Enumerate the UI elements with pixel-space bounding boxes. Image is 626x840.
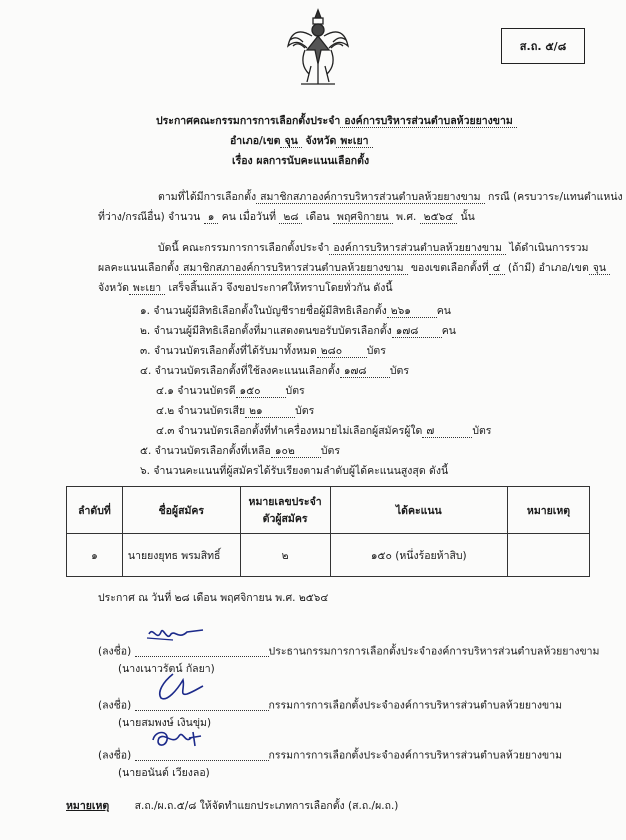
item-unit: คน bbox=[436, 305, 451, 317]
para2-zone: ๔ bbox=[489, 263, 505, 275]
sign-label: (ลงชื่อ) bbox=[98, 645, 132, 658]
item-label: ๑. จำนวนผู้มีสิทธิเลือกตั้งในบัญชีรายชื่อผู้มีสิทธิเลือกตั้ง bbox=[140, 305, 387, 317]
form-code-box bbox=[501, 28, 585, 64]
para2-line-2 bbox=[98, 263, 610, 275]
para2-position: สมาชิกสภาองค์การบริหารส่วนตำบลห้วยยางขาม bbox=[179, 263, 408, 275]
header-prefix: ประกาศคณะกรรมการการเลือกตั้งประจำ bbox=[156, 115, 341, 127]
cell-score: ๑๕๐ (หนึ่งร้อยห้าสิบ) bbox=[330, 534, 508, 577]
item-row-1 bbox=[140, 306, 451, 318]
sign-role: ประธานกรรมการการเลือกตั้งประจำองค์การบริหารส่วนตำบลห้วยยางขาม bbox=[268, 645, 600, 658]
cell-order: ๑ bbox=[67, 534, 123, 577]
col-header-remark: หมายเหตุ bbox=[508, 487, 590, 534]
item-unit: บัตร bbox=[295, 405, 315, 417]
subject-text: ผลการนับคะแนนเลือกตั้ง bbox=[256, 155, 370, 167]
para1-count: ๑ bbox=[204, 212, 219, 224]
handwritten-signature-icon bbox=[143, 620, 207, 650]
para2-province-label: จังหวัด bbox=[98, 282, 129, 294]
table-row bbox=[67, 534, 590, 577]
header-province-label: จังหวัด bbox=[305, 135, 337, 147]
item-row-4-1 bbox=[156, 386, 305, 398]
item-row-4 bbox=[140, 366, 409, 378]
para2-line-1 bbox=[158, 243, 588, 255]
item-row-5 bbox=[140, 446, 340, 458]
item-value: ๑๕๐ bbox=[236, 386, 286, 398]
cell-number: ๒ bbox=[240, 534, 330, 577]
item-value: ๒๑ bbox=[245, 406, 295, 418]
header-org: องค์การบริหารส่วนตำบลห้วยยางขาม bbox=[340, 116, 517, 128]
item-label: ๔.๓ จำนวนบัตรเลือกตั้งที่ทำเครื่องหมายไม่เลือกผู้สมัครผู้ใด bbox=[156, 425, 423, 437]
para1-month: พฤศจิกายน bbox=[333, 212, 393, 224]
item-value: ๒๖๑ bbox=[387, 306, 437, 318]
garuda-emblem-icon bbox=[285, 6, 351, 88]
para1-text-a: ตามที่ได้มีการเลือกตั้ง bbox=[158, 191, 257, 203]
signer-name-1: (นางเนาวรัตน์ กัลยา) bbox=[118, 663, 215, 675]
para2-province: พะเยา bbox=[129, 283, 165, 295]
item-label: ๓. จำนวนบัตรเลือกตั้งที่ได้รับมาทั้งหมด bbox=[140, 345, 317, 357]
subject-label: เรื่อง bbox=[232, 155, 253, 167]
item-row-2 bbox=[140, 326, 456, 338]
sign-label: (ลงชื่อ) bbox=[98, 699, 132, 712]
item-label: ๒. จำนวนผู้มีสิทธิเลือกตั้งที่มาแสดงตนขอรับบัตรเลือกตั้ง bbox=[140, 325, 392, 337]
item-value: ๑๗๘ bbox=[392, 326, 442, 338]
header-amphoe: จุน bbox=[280, 136, 301, 148]
col-header-order: ลำดับที่ bbox=[67, 487, 123, 534]
item-unit: บัตร bbox=[389, 365, 409, 377]
header-amphoe-label: อำเภอ/เขต bbox=[230, 135, 281, 147]
item-unit: บัตร bbox=[320, 445, 340, 457]
para2-text-a: บัดนี้ คณะกรรมการการเลือกตั้งประจำ bbox=[158, 242, 330, 254]
para2-amphoe-label: (ถ้ามี) อำเภอ/เขต bbox=[507, 262, 589, 274]
para1-position: สมาชิกสภาองค์การบริหารส่วนตำบลห้วยยางขาม bbox=[256, 192, 485, 204]
para2-text-2a: ผลคะแนนเลือกตั้ง bbox=[98, 262, 180, 274]
item-value: ๑๐๒ bbox=[271, 446, 321, 458]
item-label: ๔.๑ จำนวนบัตรดี bbox=[156, 385, 236, 397]
item-value: ๒๘๐ bbox=[317, 346, 367, 358]
item-value: ๗ bbox=[422, 426, 472, 438]
para1-line-2 bbox=[98, 212, 475, 224]
cell-name: นายยงยุทธ พรมสิทธิ์ bbox=[122, 534, 240, 577]
cell-remark bbox=[508, 534, 590, 577]
item-unit: บัตร bbox=[472, 425, 492, 437]
results-table bbox=[66, 486, 590, 577]
footer-label: หมายเหตุ bbox=[66, 800, 110, 812]
item-row-3 bbox=[140, 346, 386, 358]
col-header-number: หมายเลขประจำตัวผู้สมัคร bbox=[240, 487, 330, 534]
para2-text-3b: เสร็จสิ้นแล้ว จึงขอประกาศให้ทราบโดยทั่วกัน ดังนี้ bbox=[168, 282, 393, 294]
handwritten-signature-icon bbox=[143, 670, 207, 704]
signature-1 bbox=[135, 642, 269, 657]
sign-role: กรรมการการเลือกตั้งประจำองค์การบริหารส่วนตำบลห้วยยางขาม bbox=[268, 749, 563, 762]
para1-end: นั้น bbox=[460, 211, 475, 223]
form-code: ส.ถ. ๕/๘ bbox=[519, 40, 567, 53]
para1-month-label: เดือน bbox=[305, 211, 330, 223]
item-value: ๑๗๘ bbox=[340, 366, 390, 378]
para2-line-3 bbox=[98, 283, 393, 295]
signature-row-2 bbox=[98, 696, 562, 711]
table-header-row bbox=[67, 487, 590, 534]
para1-count-label: ที่ว่าง/กรณีอื่น) จำนวน bbox=[98, 211, 201, 223]
signature-2 bbox=[135, 696, 269, 711]
signature-row-3 bbox=[98, 746, 562, 761]
footer-note bbox=[66, 801, 398, 812]
item-label: ๖. จำนวนคะแนนที่ผู้สมัครได้รับเรียงตามลำดับผู้ได้คะแนนสูงสุด ดังนี้ bbox=[140, 465, 449, 477]
item-unit: บัตร bbox=[366, 345, 386, 357]
item-label: ๔. จำนวนบัตรเลือกตั้งที่ใช้ลงคะแนนเลือกตั้ง bbox=[140, 365, 340, 377]
para1-text-c: กรณี (ครบวาระ/แทนตำแหน่ง bbox=[487, 191, 623, 203]
subject-line bbox=[232, 156, 369, 167]
item-unit: คน bbox=[441, 325, 456, 337]
item-row-4-3 bbox=[156, 426, 491, 438]
signature-3 bbox=[135, 746, 269, 761]
para2-zone-label: ของเขตเลือกตั้งที่ bbox=[410, 262, 489, 274]
footer-text: ส.ถ./ผ.ถ.๕/๘ ให้จัดทำแยกประเภทการเลือกตั้ง (ส.ถ./ผ.ถ.) bbox=[134, 800, 399, 812]
para1-day: ๒๘ bbox=[279, 212, 302, 224]
para2-amphoe: จุน bbox=[589, 263, 610, 275]
signer-name-3: (นายอนันต์ เวียงลอ) bbox=[118, 767, 210, 779]
item-label: ๕. จำนวนบัตรเลือกตั้งที่เหลือ bbox=[140, 445, 271, 457]
para2-org: องค์การบริหารส่วนตำบลห้วยยางขาม bbox=[329, 243, 506, 255]
para2-text-c: ได้ดำเนินการรวม bbox=[509, 242, 589, 254]
announce-date: ประกาศ ณ วันที่ ๒๘ เดือน พฤศจิกายน พ.ศ. ๒๕๖๔ bbox=[98, 592, 329, 604]
col-header-score: ได้คะแนน bbox=[330, 487, 508, 534]
signer-name-2: (นายสมพงษ์ เงินขุ่ม) bbox=[118, 717, 212, 729]
item-label: ๔.๒ จำนวนบัตรเสีย bbox=[156, 405, 246, 417]
para1-year: ๒๕๖๔ bbox=[420, 212, 457, 224]
signature-row-1 bbox=[98, 642, 599, 657]
para1-line-1 bbox=[158, 192, 623, 204]
header-line-1 bbox=[156, 116, 517, 128]
sign-role: กรรมการการเลือกตั้งประจำองค์การบริหารส่วนตำบลห้วยยางขาม bbox=[268, 699, 563, 712]
handwritten-signature-icon bbox=[143, 724, 207, 754]
item-unit: บัตร bbox=[285, 385, 305, 397]
item-row-6 bbox=[140, 466, 448, 477]
col-header-name: ชื่อผู้สมัคร bbox=[122, 487, 240, 534]
header-line-2 bbox=[230, 136, 373, 148]
para1-year-label: พ.ศ. bbox=[396, 211, 417, 223]
header-province: พะเยา bbox=[336, 136, 372, 148]
item-row-4-2 bbox=[156, 406, 314, 418]
sign-label: (ลงชื่อ) bbox=[98, 749, 132, 762]
para1-date-label: คน เมื่อวันที่ bbox=[221, 211, 277, 223]
